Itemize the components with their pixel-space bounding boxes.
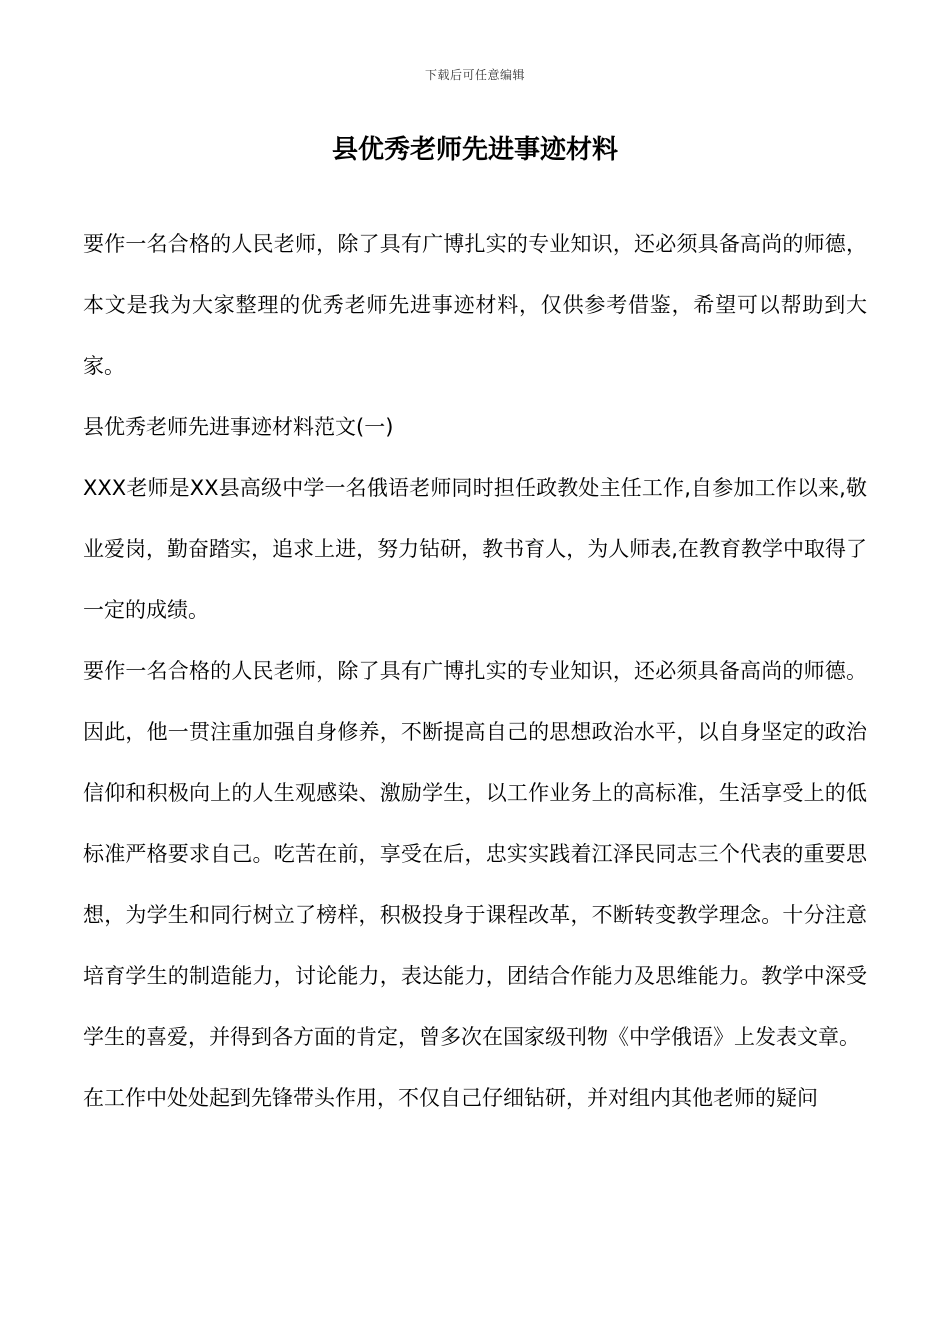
section-heading: 县优秀老师先进事迹材料范文(一) xyxy=(83,415,394,439)
body-paragraph: 要作一名合格的人民老师，除了具有广博扎实的专业知识，还必须具备高尚的师德。因此，他一贯注重加强自身修养，不断提高自己的思想政治水平，以自身坚定的政治信仰和积极向上的人生观感染、激励学生，以工作业务上的高标准，生活享受上的低标准严格要求自己。吃苦在前，享受在后，忠实实践着江泽民同志三个代表的重要思想，为学生和同行树立了榜样，积极投身于课程改革，不断转变教学理念。十分注意培育学生的制造能力，讨论能力，表达能力，团结合作能力及思维能力。教学中深受学生的喜爱，并得到各方面的肯定，曾多次在国家级刊物《中学俄语》上发表文章。 xyxy=(83,659,867,1049)
body-paragraph: 在工作中处处起到先锋带头作用，不仅自己仔细钻研，并对组内其他老师的疑问 xyxy=(83,1086,818,1110)
document-body xyxy=(83,214,867,1129)
document-title: 县优秀老师先进事迹材料 xyxy=(331,135,618,165)
body-paragraph: XXX老师是XX县高级中学一名俄语老师同时担任政教处主任工作,自参加工作以来,敬业爱岗，勤奋踏实，追求上进，努力钻研，教书育人，为人师表,在教育教学中取得了一定的成绩。 xyxy=(83,476,867,622)
header-note: 下载后可任意编辑 xyxy=(424,68,525,82)
intro-paragraph: 要作一名合格的人民老师，除了具有广博扎实的专业知识，还必须具备高尚的师德，本文是我为大家整理的优秀老师先进事迹材料，仅供参考借鉴，希望可以帮助到大家。 xyxy=(83,232,867,378)
